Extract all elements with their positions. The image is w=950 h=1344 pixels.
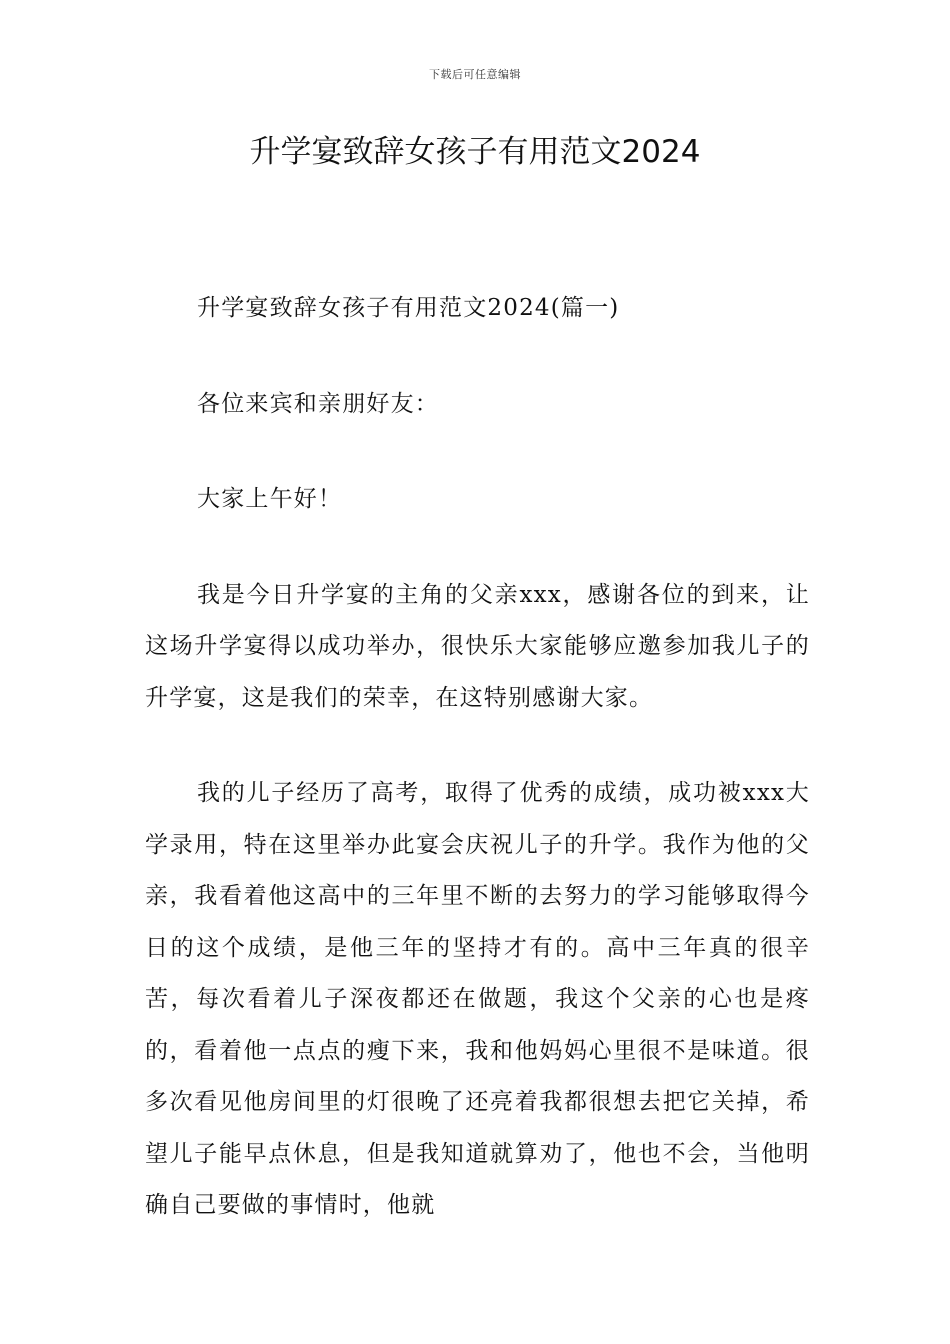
document-body xyxy=(145,283,810,1232)
salutation: 各位来宾和亲朋好友： xyxy=(197,390,439,417)
header-note: 下载后可任意编辑 xyxy=(429,68,521,81)
body-paragraph: 我是今日升学宴的主角的父亲xxx，感谢各位的到来，让这场升学宴得以成功举办，很快乐大家能够应邀参加我儿子的升学宴，这是我们的荣幸，在这特别感谢大家。 xyxy=(145,581,810,711)
body-paragraph: 我的儿子经历了高考，取得了优秀的成绩，成功被xxx大学录用，特在这里举办此宴会庆祝儿子的升学。我作为他的父亲，我看着他这高中的三年里不断的去努力的学习能够取得今日的这个成绩，是他三年的坚持才有的。高中三年真的很辛苦，每次看着儿子深夜都还在做题，我这个父亲的心也是疼的，看着他一点点的瘦下来，我和他妈妈心里很不是味道。很多次看见他房间里的灯很晚了还亮着我都很想去把它关掉，希望儿子能早点休息，但是我知道就算劝了，他也不会，当他明确自己要做的事情时，他就 xyxy=(145,780,810,1218)
document-title: 升学宴致辞女孩子有用范文2024 xyxy=(249,134,701,170)
section-heading: 升学宴致辞女孩子有用范文2024(篇一) xyxy=(197,295,620,321)
greeting: 大家上午好！ xyxy=(197,486,343,512)
